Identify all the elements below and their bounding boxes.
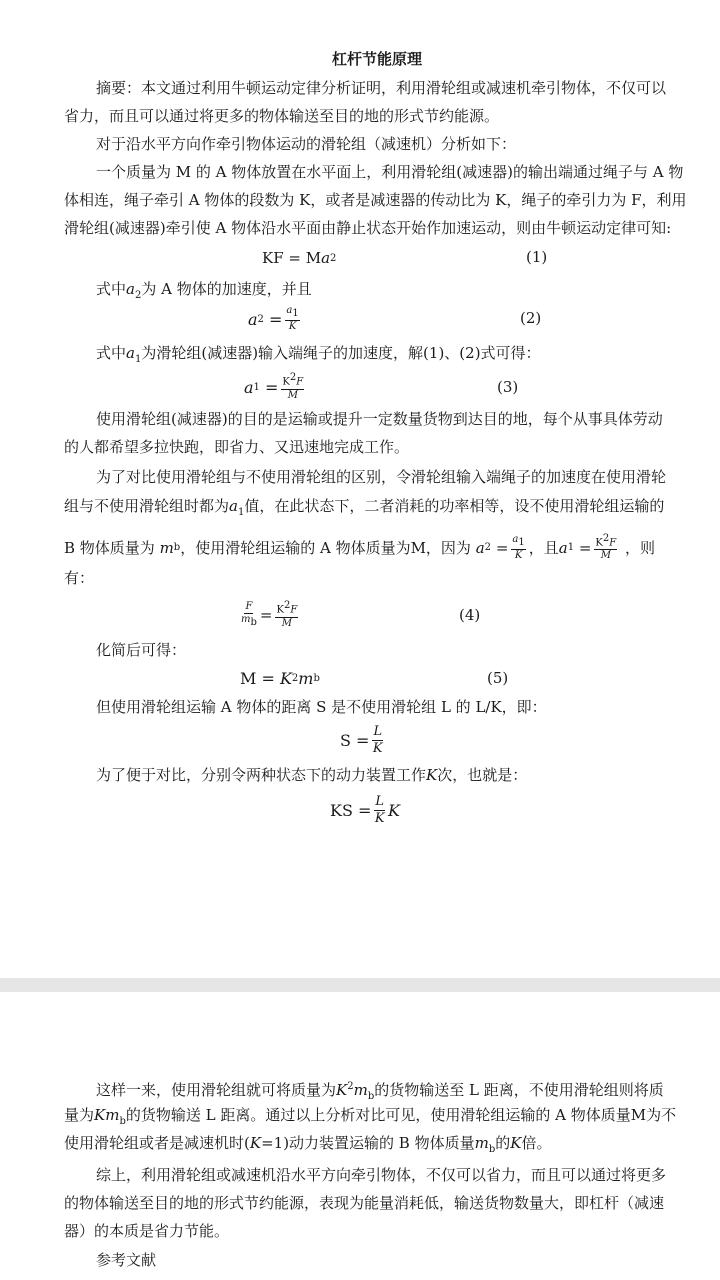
- p5-line-1: 综上，利用滑轮组或减速机沿水平方向牵引物体，不仅可以省力，而且可以通过将更多: [96, 1166, 667, 1184]
- p1-line-2: 体相连，绳子牵引 A 物体的段数为 K，或者是减速器的传动比为 K，绳子的牵引力为 F，利用: [64, 191, 687, 209]
- p3-line-2: 组与不使用滑轮组时都为$a_1$值，在此状态下，二者消耗的功率相等，设不使用滑轮组运输的: [64, 497, 665, 518]
- p5-line-2: 的物体输送至目的地的形式节约能源，表现为能量消耗低，输送货物数量大，即杠杆（减速: [64, 1194, 665, 1212]
- document-title: 杠杆节能原理: [332, 50, 423, 68]
- equation-4-number: (4): [459, 606, 481, 624]
- a2-description-line: 式中$a_2$为 A 物体的加速度，并且: [96, 280, 312, 301]
- p3-line-4: 有：: [64, 569, 95, 587]
- p4-line-1: 这样一来，使用滑轮组就可将质量为$K^2m_b$的货物输送至 L 距离，不使用滑轮组则将质: [96, 1081, 664, 1102]
- p3-line-1: 为了对比使用滑轮组与不使用滑轮组的区别，令滑轮组输入端绳子的加速度在使用滑轮: [96, 468, 667, 486]
- p1-line-1: 一个质量为 M 的 A 物体放置在水平面上，利用滑轮组(减速器)的输出端通过绳子与 A 物: [96, 163, 684, 181]
- p2-line-2: 的人都希望多拉快跑，即省力、又迅速地完成工作。: [64, 438, 410, 456]
- abstract-line-2: 省力，而且可以通过将更多的物体输送至目的地的形式节约能源。: [64, 107, 500, 125]
- equation-4: $\frac{F}{m_b}$ = $\frac{K^2F}{M}$: [241, 600, 298, 629]
- p2-line-1: 使用滑轮组(减速器)的目的是运输或提升一定数量货物到达目的地，每个从事具体劳动: [96, 410, 663, 428]
- p1-line-3: 滑轮组(减速器)牵引使 A 物体沿水平面由静止状态开始作加速运动，则由牛顿运动定律可知:: [64, 219, 672, 237]
- equation-work: KS = $\frac{L}{K}$ K: [330, 793, 400, 826]
- page-gap: [0, 978, 720, 992]
- equation-5: M = K 2 m b: [240, 668, 320, 688]
- equation-3: a 1 = $\frac{K^2F}{M}$: [244, 372, 304, 401]
- equation-5-number: (5): [487, 669, 509, 687]
- distance-line: 但使用滑轮组运输 A 物体的距离 S 是不使用滑轮组 L 的 L/K，即：: [96, 698, 547, 716]
- equation-distance: S = $\frac{L}{K}$: [340, 723, 383, 756]
- abstract-line-1: 摘要：本文通过利用牛顿运动定律分析证明，利用滑轮组或减速机牵引物体，不仅可以: [96, 79, 667, 97]
- compare-line: 为了便于对比，分别令两种状态下的动力装置工作K次，也就是：: [96, 766, 528, 784]
- p4-line-2: 量为$Km_b$的货物输送 L 距离。通过以上分析对比可见，使用滑轮组运输的 A 物体质量M为不: [64, 1106, 677, 1127]
- equation-1: KF = M a 2: [262, 249, 337, 267]
- equation-2-number: (2): [520, 309, 542, 327]
- references-heading: 参考文献: [96, 1251, 157, 1269]
- p5-line-3: 器）的本质是省力节能。: [64, 1222, 230, 1240]
- equation-1-number: (1): [526, 248, 548, 266]
- p3-line-3: B 物体质量为 m b ，使用滑轮组运输的 A 物体质量为M，因为 a 2 = $\frac{a_1}{K}$ ，且 a 1 = $\frac{K^2F}{M}$ ，则: [64, 533, 656, 562]
- p4-line-3: 使用滑轮组或者是减速机时(K=1)动力装置运输的 B 物体质量$m_b$的K倍。: [64, 1134, 552, 1155]
- simplify-line: 化简后可得：: [96, 641, 187, 659]
- intro-line: 对于沿水平方向作牵引物体运动的滑轮组（减速机）分析如下：: [96, 135, 517, 153]
- equation-2: a 2 = $\frac{a_1}{K}$: [248, 305, 299, 332]
- a1-description-line: 式中$a_1$为滑轮组(减速器)输入端绳子的加速度，解(1)、(2)式可得：: [96, 344, 541, 365]
- equation-3-number: (3): [497, 378, 519, 396]
